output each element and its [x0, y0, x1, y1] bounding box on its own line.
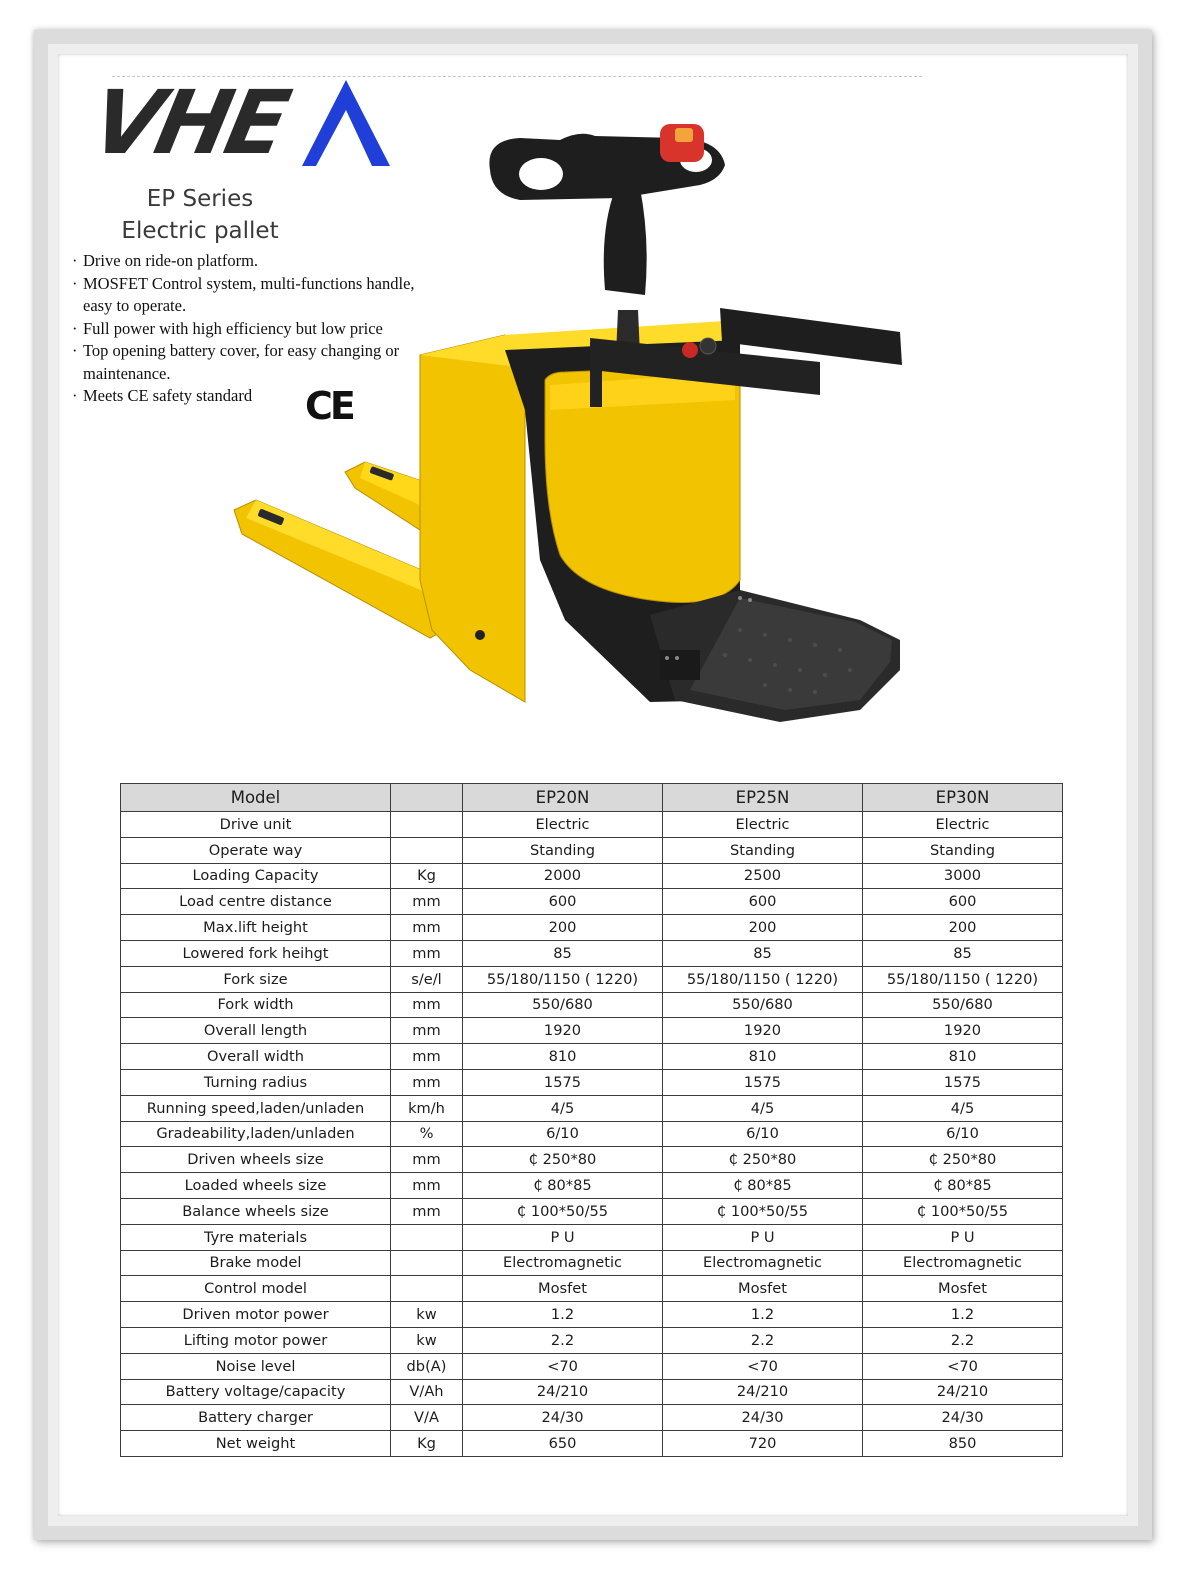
row-param: Driven motor power [121, 1302, 391, 1328]
table-row [121, 1173, 1063, 1199]
row-param: Overall width [121, 1044, 391, 1070]
row-unit: V/Ah [391, 1379, 463, 1405]
row-unit [391, 812, 463, 838]
row-value: Electric [863, 812, 1063, 838]
row-unit [391, 837, 463, 863]
row-param: Load centre distance [121, 889, 391, 915]
header-model: EP20N [463, 784, 663, 812]
row-value: 55/180/1150 ( 1220) [463, 966, 663, 992]
row-value: Mosfet [863, 1276, 1063, 1302]
table-row [121, 1327, 1063, 1353]
row-value: <70 [463, 1353, 663, 1379]
row-value: P U [463, 1224, 663, 1250]
row-unit: s/e/l [391, 966, 463, 992]
table-row [121, 863, 1063, 889]
spec-table-body [121, 812, 1063, 1457]
row-unit: kw [391, 1302, 463, 1328]
row-param: Fork size [121, 966, 391, 992]
row-value: ₵ 100*50/55 [863, 1198, 1063, 1224]
row-value: Standing [663, 837, 863, 863]
table-row [121, 1405, 1063, 1431]
series-line-2: Electric pallet [121, 218, 279, 244]
row-value: 1575 [863, 1069, 1063, 1095]
row-param: Drive unit [121, 812, 391, 838]
row-param: Tyre materials [121, 1224, 391, 1250]
row-value: 1.2 [663, 1302, 863, 1328]
table-row [121, 1302, 1063, 1328]
row-unit: db(A) [391, 1353, 463, 1379]
row-value: 85 [463, 940, 663, 966]
table-row [121, 966, 1063, 992]
row-value: 55/180/1150 ( 1220) [663, 966, 863, 992]
table-row [121, 1224, 1063, 1250]
row-value: 650 [463, 1431, 663, 1457]
row-param: Gradeability,laden/unladen [121, 1121, 391, 1147]
row-value: 550/680 [863, 992, 1063, 1018]
feature-item: · Top opening battery cover, for easy changing or maintenance. [72, 340, 442, 385]
table-row [121, 1198, 1063, 1224]
row-value: 24/210 [463, 1379, 663, 1405]
row-value: 85 [663, 940, 863, 966]
table-row [121, 1044, 1063, 1070]
table-header-row [121, 784, 1063, 812]
row-value: 550/680 [663, 992, 863, 1018]
row-param: Fork width [121, 992, 391, 1018]
row-param: Loaded wheels size [121, 1173, 391, 1199]
row-unit: V/A [391, 1405, 463, 1431]
row-param: Operate way [121, 837, 391, 863]
feature-item: · Full power with high efficiency but low price [72, 318, 442, 341]
row-param: Battery charger [121, 1405, 391, 1431]
row-value: 4/5 [663, 1095, 863, 1121]
row-unit: Kg [391, 1431, 463, 1457]
pallet-truck-image [220, 110, 920, 750]
row-value: 55/180/1150 ( 1220) [863, 966, 1063, 992]
table-row [121, 940, 1063, 966]
row-param: Battery voltage/capacity [121, 1379, 391, 1405]
header-model: EP30N [863, 784, 1063, 812]
table-row [121, 1069, 1063, 1095]
spec-table [120, 783, 1063, 1457]
row-value: ₵ 80*85 [663, 1173, 863, 1199]
table-row [121, 812, 1063, 838]
row-value: Electromagnetic [463, 1250, 663, 1276]
table-row [121, 1276, 1063, 1302]
row-value: Mosfet [663, 1276, 863, 1302]
row-value: 1.2 [863, 1302, 1063, 1328]
row-value: 1920 [463, 1018, 663, 1044]
row-param: Loading Capacity [121, 863, 391, 889]
row-value: 1575 [463, 1069, 663, 1095]
row-value: 2.2 [663, 1327, 863, 1353]
row-value: 810 [463, 1044, 663, 1070]
row-value: 4/5 [863, 1095, 1063, 1121]
table-row [121, 1095, 1063, 1121]
table-row [121, 1147, 1063, 1173]
row-value: 3000 [863, 863, 1063, 889]
row-value: ₵ 250*80 [463, 1147, 663, 1173]
row-param: Lowered fork heihgt [121, 940, 391, 966]
row-value: 720 [663, 1431, 863, 1457]
row-unit: Kg [391, 863, 463, 889]
row-value: 24/30 [863, 1405, 1063, 1431]
row-value: ₵ 100*50/55 [463, 1198, 663, 1224]
row-value: 810 [663, 1044, 863, 1070]
row-value: Standing [863, 837, 1063, 863]
table-row [121, 1250, 1063, 1276]
row-value: Standing [463, 837, 663, 863]
row-unit: mm [391, 1018, 463, 1044]
table-row [121, 915, 1063, 941]
row-value: 200 [663, 915, 863, 941]
row-param: Running speed,laden/unladen [121, 1095, 391, 1121]
row-value: 550/680 [463, 992, 663, 1018]
table-row [121, 1121, 1063, 1147]
row-value: 810 [863, 1044, 1063, 1070]
row-unit: kw [391, 1327, 463, 1353]
row-value: 200 [463, 915, 663, 941]
row-value: 24/210 [663, 1379, 863, 1405]
feature-item: · Meets CE safety standard [72, 385, 442, 408]
row-value: 2.2 [863, 1327, 1063, 1353]
brand-logo-text: VHE [82, 71, 295, 174]
row-unit: mm [391, 940, 463, 966]
row-value: <70 [663, 1353, 863, 1379]
row-value: 6/10 [463, 1121, 663, 1147]
row-param: Max.lift height [121, 915, 391, 941]
row-value: 850 [863, 1431, 1063, 1457]
row-value: 6/10 [663, 1121, 863, 1147]
row-value: 4/5 [463, 1095, 663, 1121]
row-value: Electric [463, 812, 663, 838]
table-row [121, 1431, 1063, 1457]
row-value: 2500 [663, 863, 863, 889]
row-unit: mm [391, 1173, 463, 1199]
table-row [121, 1353, 1063, 1379]
table-row [121, 1379, 1063, 1405]
row-value: 1920 [863, 1018, 1063, 1044]
feature-item: · MOSFET Control system, multi-functions handle, easy to operate. [72, 273, 442, 318]
row-value: P U [663, 1224, 863, 1250]
row-unit: % [391, 1121, 463, 1147]
row-value: 1920 [663, 1018, 863, 1044]
row-value: Electromagnetic [663, 1250, 863, 1276]
row-param: Control model [121, 1276, 391, 1302]
row-value: Electric [663, 812, 863, 838]
row-unit: mm [391, 889, 463, 915]
row-value: 24/30 [463, 1405, 663, 1431]
row-value: 600 [863, 889, 1063, 915]
table-row [121, 837, 1063, 863]
row-unit: mm [391, 992, 463, 1018]
row-param: Noise level [121, 1353, 391, 1379]
row-param: Lifting motor power [121, 1327, 391, 1353]
table-row [121, 992, 1063, 1018]
row-unit: mm [391, 1147, 463, 1173]
row-value: 2.2 [463, 1327, 663, 1353]
row-param: Balance wheels size [121, 1198, 391, 1224]
row-unit: mm [391, 1198, 463, 1224]
row-unit [391, 1224, 463, 1250]
row-unit: km/h [391, 1095, 463, 1121]
header-param: Model [121, 784, 391, 812]
table-row [121, 1018, 1063, 1044]
row-value: 1575 [663, 1069, 863, 1095]
row-value: 85 [863, 940, 1063, 966]
header-unit [391, 784, 463, 812]
row-value: ₵ 100*50/55 [663, 1198, 863, 1224]
row-value: ₵ 80*85 [463, 1173, 663, 1199]
series-line-1: EP Series [146, 186, 254, 212]
row-value: Mosfet [463, 1276, 663, 1302]
row-value: 200 [863, 915, 1063, 941]
row-param: Brake model [121, 1250, 391, 1276]
row-value: ₵ 250*80 [863, 1147, 1063, 1173]
feature-item: · Drive on ride-on platform. [72, 250, 442, 273]
row-param: Turning radius [121, 1069, 391, 1095]
row-value: 24/210 [863, 1379, 1063, 1405]
row-param: Driven wheels size [121, 1147, 391, 1173]
row-param: Net weight [121, 1431, 391, 1457]
row-value: 600 [463, 889, 663, 915]
row-value: Electromagnetic [863, 1250, 1063, 1276]
row-param: Overall length [121, 1018, 391, 1044]
header-model: EP25N [663, 784, 863, 812]
row-value: 6/10 [863, 1121, 1063, 1147]
row-value: 600 [663, 889, 863, 915]
row-unit [391, 1250, 463, 1276]
row-value: 2000 [463, 863, 663, 889]
row-unit [391, 1276, 463, 1302]
row-unit: mm [391, 915, 463, 941]
row-value: P U [863, 1224, 1063, 1250]
table-row [121, 889, 1063, 915]
row-value: <70 [863, 1353, 1063, 1379]
row-unit: mm [391, 1044, 463, 1070]
row-value: 24/30 [663, 1405, 863, 1431]
ce-mark-icon: CE [305, 384, 353, 428]
row-value: ₵ 80*85 [863, 1173, 1063, 1199]
row-value: 1.2 [463, 1302, 663, 1328]
row-value: ₵ 250*80 [663, 1147, 863, 1173]
row-unit: mm [391, 1069, 463, 1095]
